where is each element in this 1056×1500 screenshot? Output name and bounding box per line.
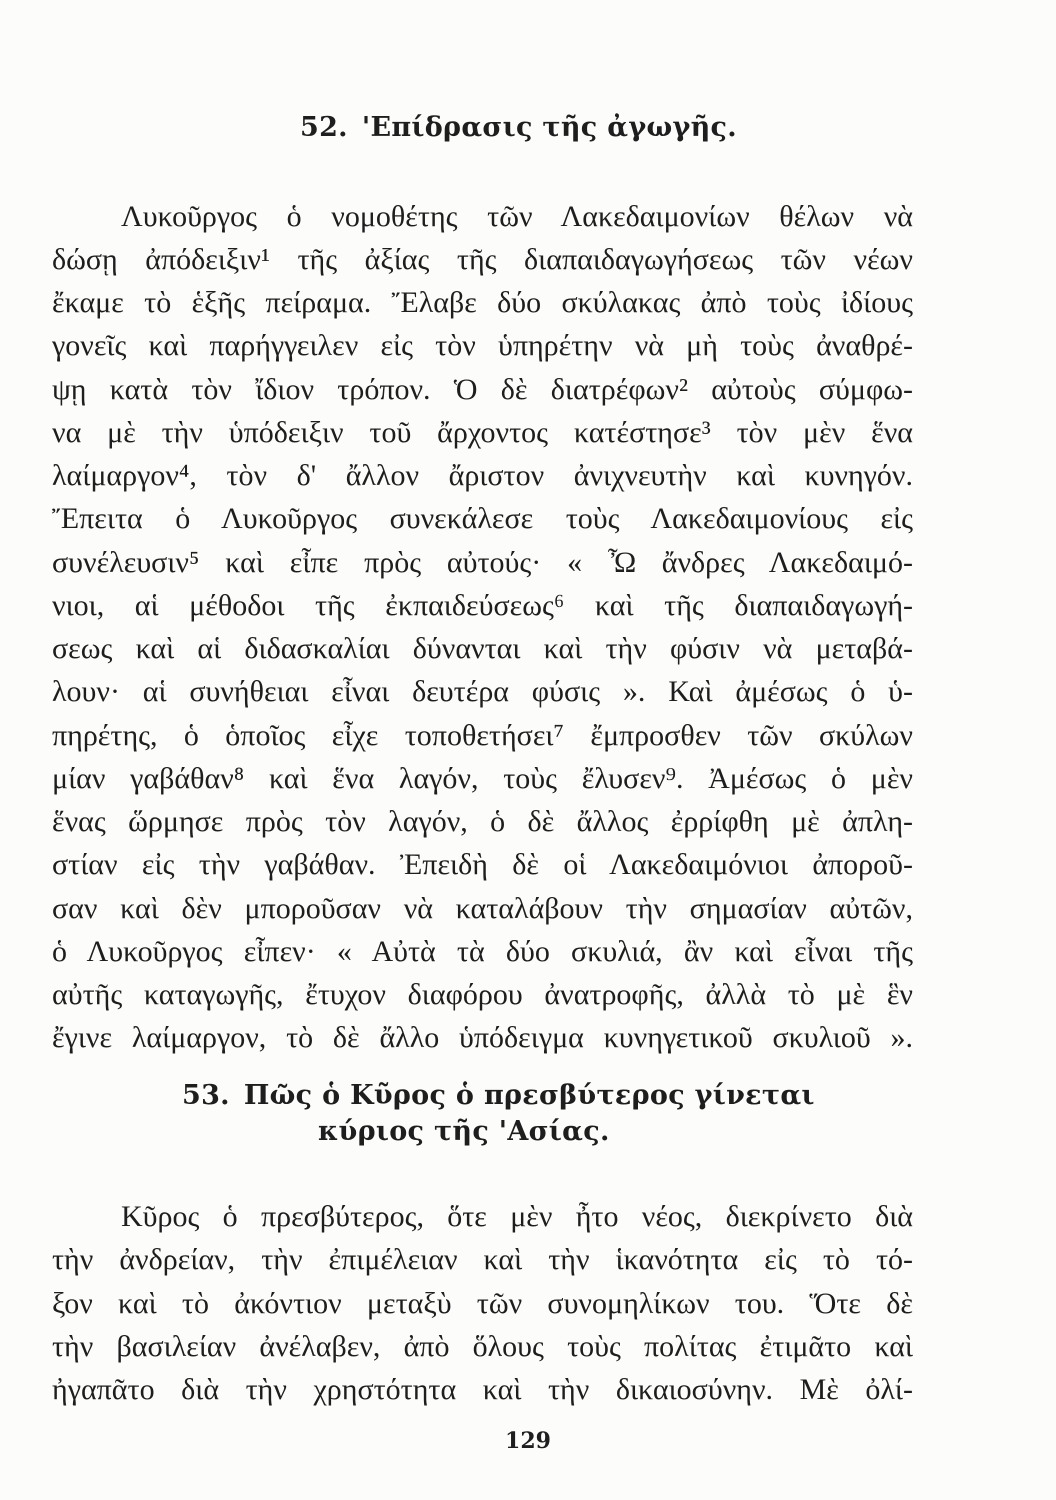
paragraph-line: Λυκοῦργος ὁ νομοθέτης τῶν Λακεδαιμονίων θέλων νὰ (121, 200, 913, 233)
section-53-title-line-2: κύριος τῆς 'Ασίας. (318, 1116, 610, 1147)
section-52-heading (300, 112, 737, 143)
section-52-number: 52. (300, 112, 348, 143)
paragraph-line: συνέλευσιν⁵ καὶ εἶπε πρὸς αὐτούς· « Ὦ ἄνδρες Λακεδαιμό- (52, 546, 913, 579)
section-52-title: 'Επίδρασις τῆς ἀγωγῆς. (361, 112, 737, 143)
paragraph-line: Κῦρος ὁ πρεσβύτερος, ὅτε μὲν ἦτο νέος, διεκρίνετο διὰ (121, 1200, 913, 1233)
paragraph-line: λαίμαργον⁴, τὸν δ' ἄλλον ἄριστον ἀνιχνευτὴν καὶ κυνηγόν. (52, 459, 913, 492)
paragraph-line: ξον καὶ τὸ ἀκόντιον μεταξὺ τῶν συνομηλίκων του. Ὅτε δὲ (52, 1287, 913, 1320)
paragraph-line: τὴν βασιλείαν ἀνέλαβεν, ἀπὸ ὅλους τοὺς πολίτας ἐτιμᾶτο καὶ (52, 1330, 913, 1363)
paragraph-line: πηρέτης, ὁ ὁποῖος εἶχε τοποθετήσει⁷ ἔμπροσθεν τῶν σκύλων (52, 719, 913, 752)
paragraph-line: Ἔπειτα ὁ Λυκοῦργος συνεκάλεσε τοὺς Λακεδαιμονίους εἰς (52, 502, 913, 535)
section-53-heading-continued (318, 1116, 610, 1147)
section-53-heading (182, 1080, 815, 1111)
paragraph-line: ψῃ κατὰ τὸν ἴδιον τρόπον. Ὁ δὲ διατρέφων² αὐτοὺς σύμφω- (52, 373, 913, 406)
paragraph-line: τὴν ἀνδρείαν, τὴν ἐπιμέλειαν καὶ τὴν ἱκανότητα εἰς τὸ τό- (52, 1243, 913, 1276)
paragraph-line: ἠγαπᾶτο διὰ τὴν χρηστότητα καὶ τὴν δικαιοσύνην. Μὲ ὀλί- (52, 1373, 913, 1406)
paragraph-line: στίαν εἰς τὴν γαβάθαν. Ἐπειδὴ δὲ οἱ Λακεδαιμόνιοι ἀποροῦ- (52, 848, 913, 881)
paragraph-line: ἔγινε λαίμαργον, τὸ δὲ ἄλλο ὑπόδειγμα κυνηγετικοῦ σκυλιοῦ ». (52, 1021, 913, 1054)
section-53-title-line-1: Πῶς ὁ Κῦρος ὁ πρεσβύτερος γίνεται (243, 1080, 815, 1111)
page-number: 129 (505, 1428, 551, 1454)
paragraph-line: γονεῖς καὶ παρήγγειλεν εἰς τὸν ὑπηρέτην νὰ μὴ τοὺς ἀναθρέ- (52, 329, 913, 362)
paragraph-line: σεως καὶ αἱ διδασκαλίαι δύνανται καὶ τὴν φύσιν νὰ μεταβά- (52, 632, 913, 665)
paragraph-line: νιοι, αἱ μέθοδοι τῆς ἐκπαιδεύσεως⁶ καὶ τῆς διαπαιδαγωγή- (52, 589, 913, 622)
paragraph-line: αὐτῆς καταγωγῆς, ἔτυχον διαφόρου ἀνατροφῆς, ἀλλὰ τὸ μὲ ἓν (52, 978, 913, 1011)
paragraph-line: σαν καὶ δὲν μποροῦσαν νὰ καταλάβουν τὴν σημασίαν αὐτῶν, (52, 892, 913, 925)
paragraph-line: ἕνας ὥρμησε πρὸς τὸν λαγόν, ὁ δὲ ἄλλος ἐρρίφθη μὲ ἀπλη- (52, 805, 913, 838)
paragraph-line: δώσῃ ἀπόδειξιν¹ τῆς ἀξίας τῆς διαπαιδαγωγήσεως τῶν νέων (52, 243, 913, 276)
section-53-number: 53. (182, 1080, 230, 1111)
paragraph-line: λουν· αἱ συνήθειαι εἶναι δευτέρα φύσις ». Καὶ ἀμέσως ὁ ὑ- (52, 675, 913, 708)
paragraph-line: μίαν γαβάθαν⁸ καὶ ἕνα λαγόν, τοὺς ἔλυσεν⁹. Ἀμέσως ὁ μὲν (52, 762, 913, 795)
paragraph-line: ὁ Λυκοῦργος εἶπεν· « Αὐτὰ τὰ δύο σκυλιά, ἂν καὶ εἶναι τῆς (52, 935, 913, 968)
paragraph-line: να μὲ τὴν ὑπόδειξιν τοῦ ἄρχοντος κατέστησε³ τὸν μὲν ἕνα (52, 416, 913, 449)
paragraph-line: ἔκαμε τὸ ἑξῆς πείραμα. Ἔλαβε δύο σκύλακας ἀπὸ τοὺς ἰδίους (52, 286, 913, 319)
